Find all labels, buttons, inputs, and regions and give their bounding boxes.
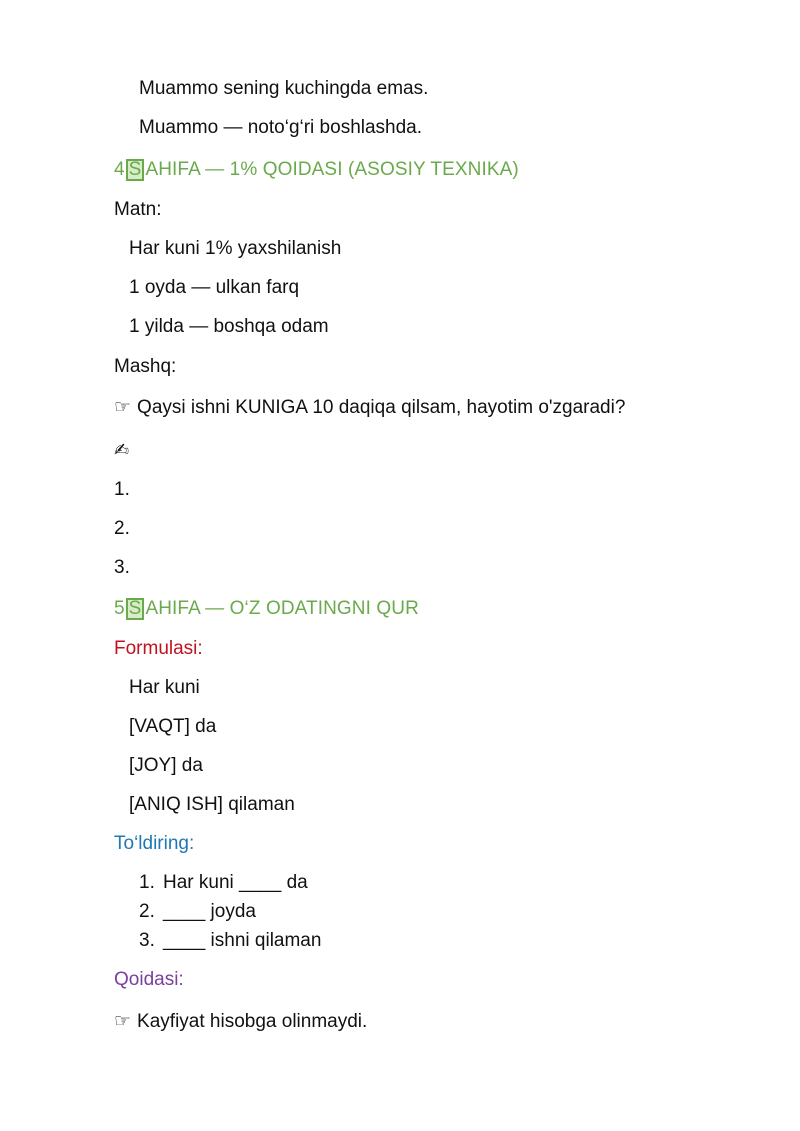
rule-text: Kayfiyat hisobga olinmaydi. xyxy=(137,1011,368,1032)
fill-item-2 xyxy=(139,900,256,924)
mashq-label: Mashq: xyxy=(114,356,177,377)
matn-line-2: 1 oyda — ulkan farq xyxy=(129,277,300,298)
answer-2: 2. xyxy=(114,518,130,539)
fill-item-3 xyxy=(139,929,321,953)
rule-row xyxy=(114,1010,367,1034)
fill-item-1-number: 1. xyxy=(139,872,155,893)
fill-item-1-text: Har kuni ____ da xyxy=(163,872,308,893)
formula-line-3: [JOY] da xyxy=(129,755,203,776)
section-4-heading-text: AHIFA — 1% QOIDASI (ASOSIY TEXNIKA) xyxy=(145,159,519,180)
formula-line-1: Har kuni xyxy=(129,677,200,698)
matn-label: Matn: xyxy=(114,199,162,220)
fill-item-3-number: 3. xyxy=(139,930,155,951)
section-5-heading xyxy=(114,597,419,621)
section-5-s-box: S xyxy=(126,598,145,620)
section-5-number: 5 xyxy=(114,598,125,619)
pointing-hand-icon: ☞ xyxy=(114,1011,132,1032)
intro-line-2: Muammo — noto‘g‘ri boshlashda. xyxy=(139,117,423,138)
section-5-heading-text: AHIFA — O‘Z ODATINGNI QUR xyxy=(145,598,419,619)
formula-label: Formulasi: xyxy=(114,638,203,659)
section-4-s-box: S xyxy=(126,159,145,181)
section-4-number: 4 xyxy=(114,159,125,180)
formula-line-4: [ANIQ ISH] qilaman xyxy=(129,794,295,815)
writing-hand-icon: ✍ xyxy=(114,440,130,460)
mashq-question-row xyxy=(114,396,625,420)
matn-line-3: 1 yilda — boshqa odam xyxy=(129,316,329,337)
answer-1: 1. xyxy=(114,479,130,500)
fill-item-2-number: 2. xyxy=(139,901,155,922)
fill-item-3-text: ____ ishni qilaman xyxy=(163,930,322,951)
matn-line-1: Har kuni 1% yaxshilanish xyxy=(129,238,342,259)
intro-line-1: Muammo sening kuchingda emas. xyxy=(139,78,429,99)
rule-label: Qoidasi: xyxy=(114,969,184,990)
formula-line-2: [VAQT] da xyxy=(129,716,217,737)
mashq-question: Qaysi ishni KUNIGA 10 daqiqa qilsam, hayotim o'zgaradi? xyxy=(137,397,626,418)
fill-label: To‘ldiring: xyxy=(114,833,195,854)
fill-item-2-text: ____ joyda xyxy=(163,901,256,922)
pointing-hand-icon: ☞ xyxy=(114,397,132,418)
fill-item-1 xyxy=(139,871,308,895)
section-4-heading xyxy=(114,158,519,182)
answer-3: 3. xyxy=(114,557,130,578)
